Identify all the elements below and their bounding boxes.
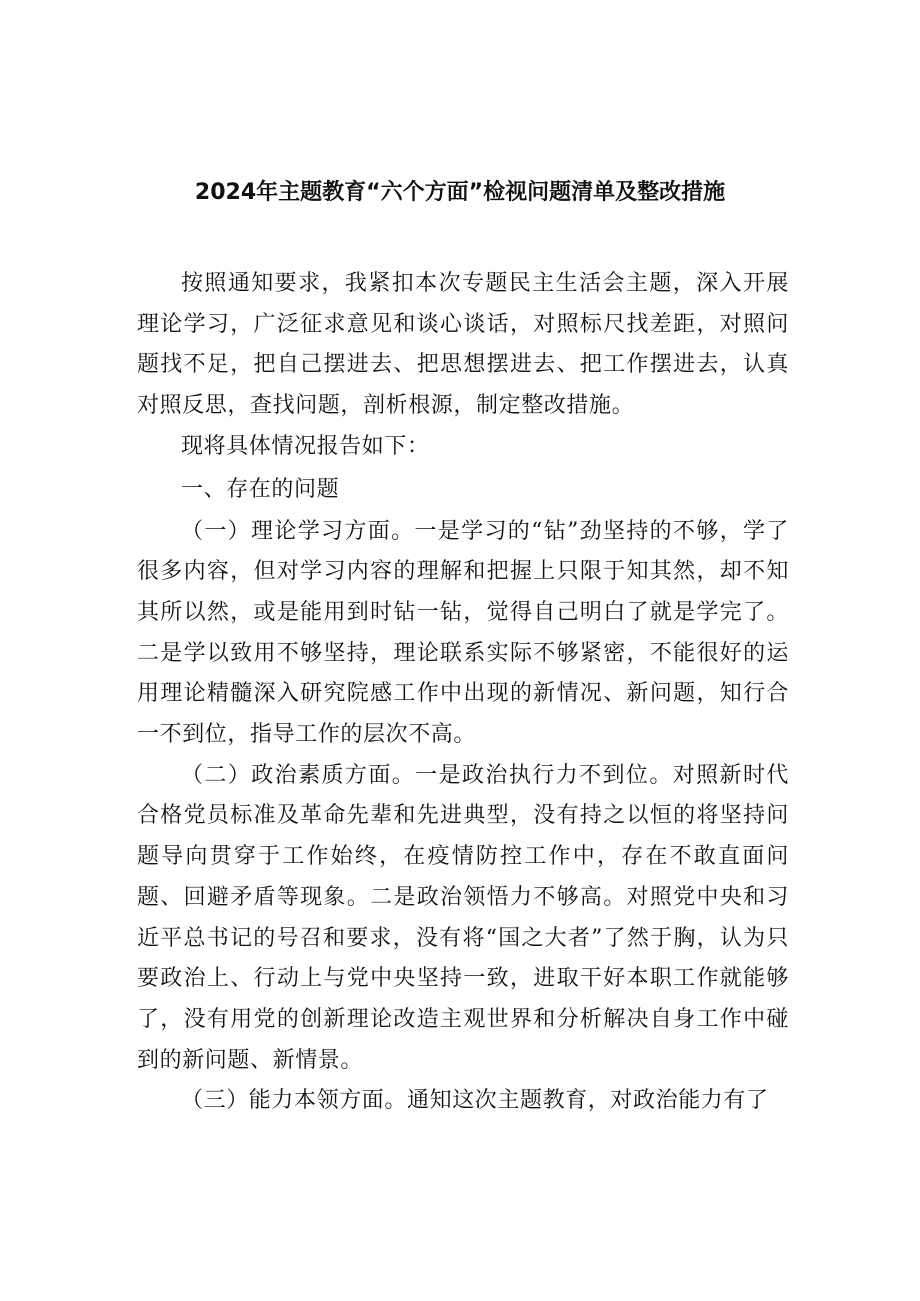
section-heading-problems: 一、存在的问题 <box>181 476 340 502</box>
item-political-quality: （二）政治素质方面。一是政治执行力不到位。对照新时代合格党员标准及革命先辈和先进典型，没有持之以恒的将坚持问题导向贯穿于工作始终，在疫情防控工作中，存在不敢直面问题、回避矛盾等现象。二是政治领悟力不够高。对照党中央和习近平总书记的号召和要求，没有将“国之大者”了然于胸，认为只要政治上、行动上与党中央坚持一致，进取干好本职工作就能够了，没有用党的创新理论改造主观世界和分析解决自身工作中碰到的新问题、新情景。 <box>137 762 789 1073</box>
intro-paragraph: 按照通知要求，我紧扣本次专题民主生活会主题，深入开展理论学习，广泛征求意见和谈心谈话，对照标尺找差距，对照问题找不足，把自己摆进去、把思想摆进去、把工作摆进去，认真对照反思，查找问题，剖析根源，制定整改措施。 <box>137 271 789 419</box>
document-body <box>137 264 789 1122</box>
document-title: 2024年主题教育“六个方面”检视问题清单及整改措施 <box>194 180 726 205</box>
report-intro: 现将具体情况报告如下： <box>181 433 430 459</box>
item-theory-study: （一）理论学习方面。一是学习的“钻”劲坚持的不够，学了很多内容，但对学习内容的理解和把握上只限于知其然，却不知其所以然，或是能用到时钻一钻，觉得自己明白了就是学完了。二是学以致用不够坚持，理论联系实际不够紧密，不能很好的运用理论精髓深入研究院感工作中出现的新情况、新问题，知行合一不到位，指导工作的层次不高。 <box>137 518 789 748</box>
item-ability: （三）能力本领方面。通知这次主题教育，对政治能力有了 <box>181 1088 769 1114</box>
